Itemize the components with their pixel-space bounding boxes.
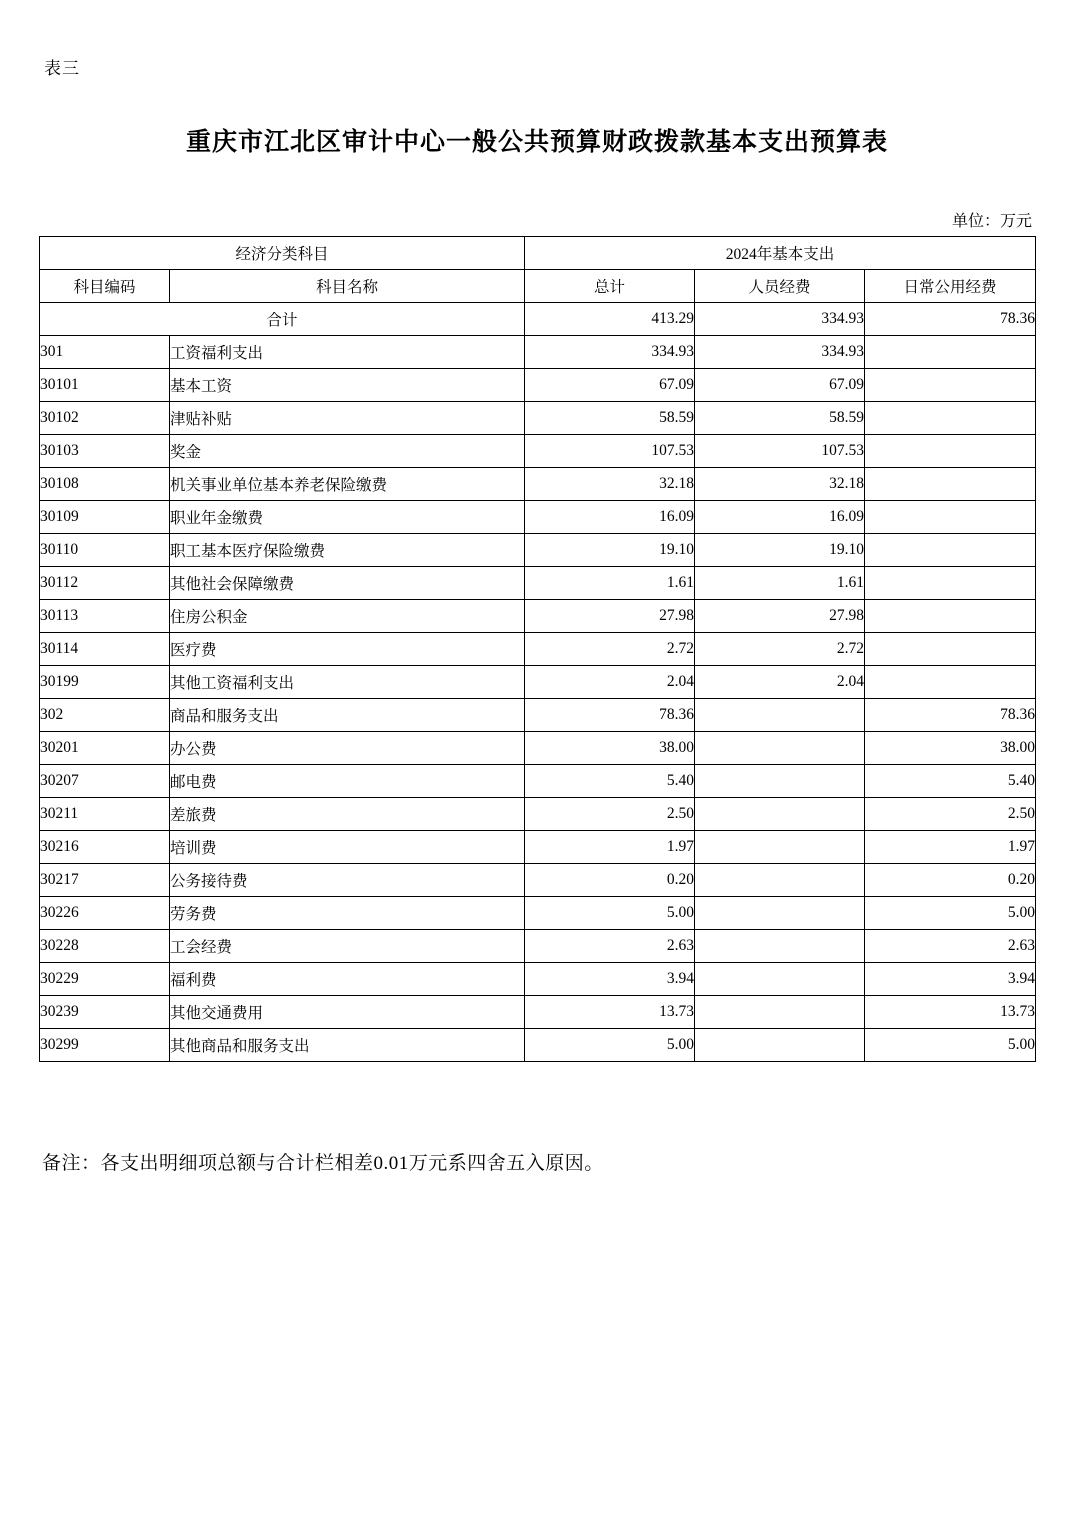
cell-subject-name: 职业年金缴费 [170,501,525,534]
cell-public-expense: 2.63 [865,930,1036,963]
cell-public-expense: 1.97 [865,831,1036,864]
table-header-row [40,270,1036,303]
footnote: 备注：各支出明细项总额与合计栏相差0.01万元系四舍五入原因。 [42,1153,604,1174]
table-row [40,567,1036,600]
cell-subject-name: 津贴补贴 [170,402,525,435]
table-row [40,963,1036,996]
cell-subject-code: 301 [40,336,170,369]
cell-subject-code: 302 [40,699,170,732]
cell-total: 67.09 [525,369,695,402]
table-row [40,402,1036,435]
cell-personnel-expense [695,1029,865,1062]
cell-personnel-expense [695,864,865,897]
cell-total: 0.20 [525,864,695,897]
cell-personnel-expense: 2.04 [695,666,865,699]
cell-public-expense [865,600,1036,633]
cell-public-expense [865,336,1036,369]
cell-subject-name: 福利费 [170,963,525,996]
cell-subject-code: 30201 [40,732,170,765]
cell-subject-name: 邮电费 [170,765,525,798]
cell-subject-name: 住房公积金 [170,600,525,633]
cell-subject-code: 30217 [40,864,170,897]
cell-total: 334.93 [525,336,695,369]
cell-subject-name: 职工基本医疗保险缴费 [170,534,525,567]
table-row [40,765,1036,798]
cell-total: 38.00 [525,732,695,765]
cell-public-expense [865,534,1036,567]
table-row [40,897,1036,930]
cell-subject-name: 商品和服务支出 [170,699,525,732]
unit-note: 单位：万元 [951,213,1032,230]
cell-subject-name: 差旅费 [170,798,525,831]
cell-total: 5.00 [525,897,695,930]
cell-subject-code: 30207 [40,765,170,798]
table-number-label: 表三 [44,59,80,78]
cell-subject-name: 基本工资 [170,369,525,402]
table-row [40,534,1036,567]
cell-subject-name: 其他社会保障缴费 [170,567,525,600]
cell-subject-code: 30211 [40,798,170,831]
cell-personnel-expense: 2.72 [695,633,865,666]
cell-subject-code: 30113 [40,600,170,633]
cell-total: 2.50 [525,798,695,831]
cell-total: 1.61 [525,567,695,600]
cell-personnel-expense: 334.93 [695,336,865,369]
cell-subject-name: 机关事业单位基本养老保险缴费 [170,468,525,501]
cell-subject-code: 30110 [40,534,170,567]
cell-total: 5.40 [525,765,695,798]
cell-public-expense: 13.73 [865,996,1036,1029]
table-row [40,336,1036,369]
cell-personnel-expense: 58.59 [695,402,865,435]
cell-subject-code: 30108 [40,468,170,501]
cell-personnel-expense: 16.09 [695,501,865,534]
cell-subject-code: 30229 [40,963,170,996]
cell-personnel-expense [695,963,865,996]
cell-public-expense [865,435,1036,468]
page-title: 重庆市江北区审计中心一般公共预算财政拨款基本支出预算表 [185,129,888,156]
table-row [40,930,1036,963]
cell-public-expense: 78.36 [865,699,1036,732]
table-row [40,798,1036,831]
table-row [40,732,1036,765]
header-economic-classification: 经济分类科目 [40,237,525,270]
cell-total: 107.53 [525,435,695,468]
cell-personnel-expense [695,831,865,864]
cell-subject-code: 30101 [40,369,170,402]
table-body [40,303,1036,1062]
table-row [40,996,1036,1029]
cell-public-expense [865,402,1036,435]
header-public-expense: 日常公用经费 [865,270,1036,303]
cell-personnel-expense [695,930,865,963]
table-row [40,435,1036,468]
cell-personnel-expense [695,765,865,798]
cell-total: 19.10 [525,534,695,567]
cell-subject-code: 30102 [40,402,170,435]
cell-subject-name: 奖金 [170,435,525,468]
cell-subject-name: 工会经费 [170,930,525,963]
table-row [40,831,1036,864]
table-row [40,501,1036,534]
cell-subject-name: 培训费 [170,831,525,864]
cell-public-expense [865,567,1036,600]
header-total: 总计 [525,270,695,303]
table-row [40,864,1036,897]
cell-personnel-expense: 32.18 [695,468,865,501]
table-row [40,600,1036,633]
cell-subject-name: 劳务费 [170,897,525,930]
cell-personnel-expense: 107.53 [695,435,865,468]
cell-personnel-expense [695,996,865,1029]
cell-public-expense: 2.50 [865,798,1036,831]
cell-personnel-expense: 27.98 [695,600,865,633]
cell-total: 13.73 [525,996,695,1029]
cell-subject-name: 工资福利支出 [170,336,525,369]
cell-total: 32.18 [525,468,695,501]
table-row [40,468,1036,501]
cell-subject-name: 其他商品和服务支出 [170,1029,525,1062]
cell-subject-code: 30114 [40,633,170,666]
cell-total: 5.00 [525,1029,695,1062]
cell-subject-code: 30103 [40,435,170,468]
header-subject-name: 科目名称 [170,270,525,303]
cell-total: 3.94 [525,963,695,996]
cell-total: 1.97 [525,831,695,864]
cell-public-expense: 5.00 [865,1029,1036,1062]
cell-public-expense: 5.40 [865,765,1036,798]
cell-subject-name: 其他工资福利支出 [170,666,525,699]
table-row [40,666,1036,699]
cell-public-expense [865,501,1036,534]
cell-subject-code: 30226 [40,897,170,930]
cell-public-expense [865,369,1036,402]
table-row [40,699,1036,732]
cell-personnel-expense: 67.09 [695,369,865,402]
cell-public-expense: 5.00 [865,897,1036,930]
header-2024-basic-expenditure: 2024年基本支出 [525,237,1036,270]
table-total-row [40,303,1036,336]
cell-public-expense [865,468,1036,501]
table-row [40,1029,1036,1062]
cell-subject-name: 其他交通费用 [170,996,525,1029]
cell-public-expense [865,666,1036,699]
total-row-total: 413.29 [525,303,695,336]
cell-total: 16.09 [525,501,695,534]
cell-public-expense: 38.00 [865,732,1036,765]
header-personnel-expense: 人员经费 [695,270,865,303]
total-row-label: 合计 [40,303,525,336]
cell-subject-code: 30299 [40,1029,170,1062]
cell-total: 2.63 [525,930,695,963]
total-row-public: 78.36 [865,303,1036,336]
cell-subject-name: 办公费 [170,732,525,765]
cell-personnel-expense [695,699,865,732]
header-subject-code: 科目编码 [40,270,170,303]
cell-personnel-expense [695,732,865,765]
cell-subject-code: 30112 [40,567,170,600]
table-header-group-row [40,237,1036,270]
cell-subject-code: 30216 [40,831,170,864]
cell-total: 78.36 [525,699,695,732]
cell-subject-name: 公务接待费 [170,864,525,897]
total-row-personnel: 334.93 [695,303,865,336]
cell-personnel-expense: 1.61 [695,567,865,600]
cell-personnel-expense: 19.10 [695,534,865,567]
cell-subject-code: 30228 [40,930,170,963]
cell-total: 2.04 [525,666,695,699]
cell-subject-code: 30109 [40,501,170,534]
cell-total: 27.98 [525,600,695,633]
cell-subject-code: 30199 [40,666,170,699]
cell-public-expense: 3.94 [865,963,1036,996]
cell-subject-code: 30239 [40,996,170,1029]
cell-subject-name: 医疗费 [170,633,525,666]
table-row [40,369,1036,402]
budget-table [39,236,1036,1062]
table-row [40,633,1036,666]
cell-public-expense: 0.20 [865,864,1036,897]
cell-public-expense [865,633,1036,666]
cell-personnel-expense [695,897,865,930]
cell-total: 58.59 [525,402,695,435]
cell-personnel-expense [695,798,865,831]
cell-total: 2.72 [525,633,695,666]
